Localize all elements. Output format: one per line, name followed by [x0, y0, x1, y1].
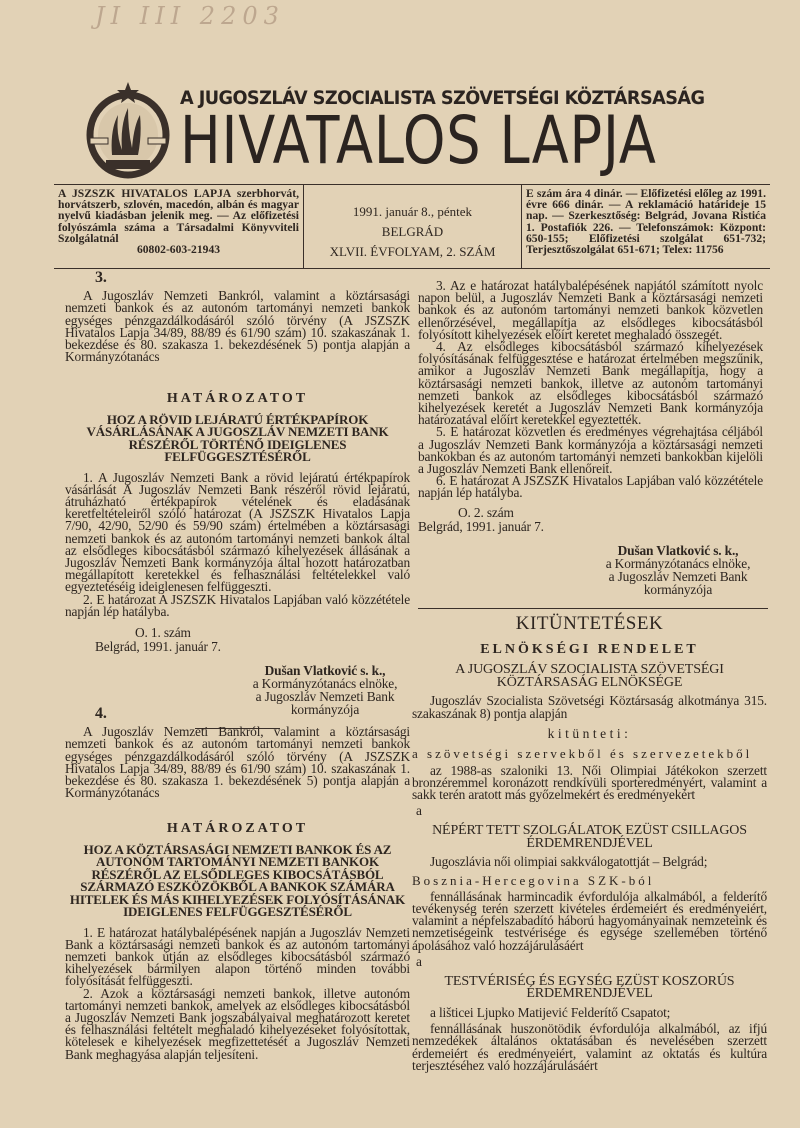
award-reason: fennállásának harmincadik évfordulója alkalmából, a felderítő tevékenység terén szerzett kivételes érdemeiért és eredményeiért, valamint a népfelszabadító háború hagyományainak nemzeteink és nemzetiségeink testvérisége és egysége szellemében történő ápolásához való hozzájárulásáért: [412, 888, 767, 953]
yugoslav-coat-of-arms-icon: [82, 80, 174, 180]
paragraph: 1. A Jugoszláv Nemzeti Bank a rövid lejáratú értékpapírok vásárlását A Jugoszláv Nemzeti Bank részéről rövid lejáratú, átruházható értékpapírok vételének és eladásának keretfeltételeiről szóló határozat (A JSZSZK Hivatalos Lapja 7/90, 42/90, 52/90 és 59/90 szám) értelmében a köztársasági nemzeti bankok és az autonóm tartományi nemzeti bankok által az elsődleges kibocsátásból származó kihelyezések állásának a Jugoszláv Nemzeti Bank kormányzója által hozott határozatban megállapított keretekkel és felhasználási feltételekkel való egyeztetéséig ideiglenesen felfüggeszti.: [65, 469, 410, 595]
verb: kitünteti:: [547, 725, 632, 741]
paragraph: 2. Azok a köztársasági nemzeti bankok, illetve autonóm tartományi nemzeti bankok, amelyek az elsődleges kibocsátásból a Jugoszláv Nemzeti Bank jogszabályaival meghatározott keretet és felhasználási feltételt meghaladó kihelyezéseket folyósítottak, kötelesek e kihelyezések megfizettetését a Jugoszláv Nemzeti Bank meghagyása alapján teljesíteni.: [65, 985, 410, 1062]
issue-city: BELGRÁD: [381, 224, 444, 239]
paragraph: 1. E határozat hatálybalépésének napján a Jugoszláv Nemzeti Bank a köztársasági nemzeti bankok és az autonóm tartományi nemzeti bankok útján az elsődleges kibocsátásból származó kihelyezések bármilyen alapon történő minden további folyósítását felfüggeszti.: [65, 924, 410, 989]
paragraph: 5. E határozat közvetlen és eredményes végrehajtása céljából a Jugoszláv Nemzeti Bank kormányzója a köztársasági nemzeti bankokban és az autonóm tartományi nemzeti bankokban kijelöli a Jugoszláv Nemzeti Bank ellenőreit.: [418, 424, 763, 477]
item-number: 4.: [95, 705, 107, 722]
right-column: [418, 280, 763, 609]
reference-number: O. 2. szám: [458, 504, 514, 520]
signer-role: a Jugoszláv Nemzeti Bank: [255, 689, 395, 705]
preamble: A Jugoszláv Nemzeti Bankról, valamint a köztársasági nemzeti bankok és az autonóm tartományi nemzeti bankok egységes pénzgazdálkodásáról szóló törvény (A JSZSZK Hivatalos Lapja 34/89, 88/89 és 61/90 szám) 10. szakaszának 1. bekezdése és 80. szakasza 1. bekezdésének 5) pontja alapján a Kormányzótanács: [65, 288, 410, 365]
account-number: 60802-603-21943: [136, 243, 221, 257]
issuer: A JUGOSZLÁV SZOCIALISTA SZÖVETSÉGI KÖZTÁRSASÁG ELNÖKSÉGE: [455, 662, 724, 690]
decision-heading: HATÁROZATOT: [166, 821, 309, 837]
signer-role: a Kormányzótanács elnöke,: [252, 676, 398, 692]
paragraph: 6. E határozat A JSZSZK Hivatalos Lapjában való közzététele napján lép hatályba.: [418, 473, 763, 501]
recipient: a lišticei Ljupko Matijević Felderítő Csapatot;: [430, 1004, 671, 1020]
award-reason: az 1988-as szaloniki 13. Női Olimpiai Játékokon szerzett bronzéremmel koronázott rendkívüli sporteredményért, valamint a sakk terén aratott más győzelmekért és eredményekért: [412, 762, 767, 802]
decree-heading: ELNÖKSÉGI RENDELET: [480, 642, 699, 658]
left-column-item4: [65, 705, 410, 1062]
divider: [418, 608, 768, 610]
signature-block: [588, 544, 768, 596]
reference-block: [95, 626, 410, 654]
signer-name: Dušan Vlatković s. k.,: [617, 542, 739, 558]
signer-role: a Kormányzótanács elnöke,: [605, 555, 751, 571]
left-column: [65, 269, 410, 729]
decision-heading: HATÁROZATOT: [166, 391, 309, 407]
reference-block: [418, 506, 763, 534]
header-right: E szám ára 4 dinár. — Előfizetési előleg az 1991. évre 666 dinár. — A reklamáció határideje 15 nap. — Szerkesztőség: Belgrád, Jovana Ristića 1. Postafiók 226. — Telefonszámok: Központ: 650-155; Előfizetési szolgálat 651-732; Terjesztőszolgálat 651-671; Telex: 11756: [526, 187, 766, 257]
award-reason: fennállásának huszonötödik évfordulója alkalmából, az ifjú nemzedékek általános oktatásában és nevelésében szerzett érdemeiért és eredményeiért, valamint az oktatás és kultúra terjesztéséhez való hozzájárulásáért: [412, 1021, 767, 1073]
signer-name: Dušan Vlatković s. k.,: [264, 663, 386, 679]
preamble: A Jugoszláv Nemzeti Bankról, valamint a köztársasági nemzeti bankok és az autonóm tartományi nemzeti bankok egységes pénzgazdálkodásáról szóló törvény (A JSZSZK Hivatalos Lapja 34/89, 88/89 és 61/90 szám) 10. szakaszának 1. bekezdése és 80. szakasza 1. bekezdésének 5) pontja alapján a Kormányzótanács: [65, 724, 410, 801]
issue-volume: XLVII. ÉVFOLYAM, 2. SZÁM: [329, 244, 496, 259]
masthead-title: HIVATALOS LAPJA: [180, 102, 657, 179]
order-name: NÉPÉRT TETT SZOLGÁLATOK EZÜST CSILLAGOS ÉRDEMRENDJÉVEL: [432, 823, 747, 851]
decision-title: HOZ A RÖVID LEJÁRATÚ ÉRTÉKPAPÍROK VÁSÁRLÁSÁNAK A JUGOSZLÁV NEMZETI BANK RÉSZÉRŐL TÖRTÉNŐ IDEIGLENES FELFÜGGESZTÉSÉRŐL: [86, 411, 389, 465]
section-heading: KITÜNTETÉSEK: [515, 613, 664, 634]
header-middle: [304, 185, 522, 268]
header-left: [54, 185, 304, 268]
paragraph: 3. Az e határozat hatálybalépésének napjától számított nyolc napon belül, a Jugoszláv Nemzeti Bank a köztársasági nemzeti bankok és az autonóm tartományi nemzeti bankok közvetlen ellenőrzésével, megállapítja az elsődleges kibocsátásból folyósított kihelyezések előírt keretet meghaladó összegét.: [418, 278, 763, 342]
decision-title: HOZ A KÖZTÁRSASÁGI NEMZETI BANKOK ÉS AZ AUTONÓM TARTOMÁNYI NEMZETI BANKOK RÉSZÉRŐL AZ ELSŐDLEGES KIBOCSÁTÁSBÓL SZÁRMAZÓ ESZKÖZÖKBŐL A BANKOK SZÁMÁRA HITELEK ÉS MÁS KIHELYEZÉSEK FOLYÓSÍTÁSÁNAK IDEIGLENES FELFÜGGESZTÉSÉRŐL: [69, 841, 406, 920]
legal-basis: Jugoszláv Szocialista Szövetségi Köztársaság alkotmánya 315. szakaszának 8) pontja alapján: [412, 693, 767, 721]
signer-role: kormányzója: [643, 581, 713, 597]
paragraph: 2. E határozat A JSZSZK Hivatalos Lapjában való közzététele napján lép hatályba.: [65, 591, 410, 619]
awards-section: [412, 613, 767, 1073]
signer-role: a Jugoszláv Nemzeti Bank: [608, 568, 748, 584]
header-info-box: [54, 184, 770, 269]
reference-number: O. 1. szám: [135, 625, 191, 641]
issue-date: 1991. január 8., péntek: [352, 204, 473, 219]
paragraph: 4. Az elsődleges kibocsátásból származó kihelyezések folyósításának felfüggesztése e határozat értelmében megszűnik, amikor a Jugoszláv Nemzeti Bank megállapítja, hogy a köztársasági nemzeti bankok, illetve az autonóm tartományi nemzeti bankok az elsődleges kibocsátásból származó kihelyezések keretét a Jugoszláv Nemzeti Bank kormányzója határozatával előírt keretekkel egyeztették.: [418, 339, 763, 428]
signer-role: kormányzója: [290, 702, 360, 718]
masthead-kicker: A JUGOSZLÁV SZOCIALISTA SZÖVETSÉGI KÖZTÁRSASÁG: [180, 87, 705, 109]
group-heading: Bosznia-Hercegovina SZK-ból: [412, 872, 655, 888]
place-date: Belgrád, 1991. január 7.: [95, 639, 221, 655]
article: a: [416, 953, 422, 969]
publication-note: A JSZSZK HIVATALOS LAPJA szerbhorvát, horvátszerb, szlovén, macedón, albán és magyar nyelvű kiadásban jelenik meg. — Az előfizetési folyószámla száma a Társadalmi Könyvviteli Szolgálatnál: [58, 187, 299, 245]
recipient: Jugoszlávia női olimpiai sakkválogatottját – Belgrád;: [430, 854, 708, 870]
order-name: TESTVÉRISÉG ÉS EGYSÉG EZÜST KOSZORÚS ÉRDEMRENDJÉVEL: [444, 973, 735, 1002]
item-number: 3.: [95, 269, 107, 286]
place-date: Belgrád, 1991. január 7.: [418, 518, 544, 534]
handwritten-archive-mark: JI III 2203: [95, 2, 285, 30]
group-heading: a szövetségi szervekből és szervezetekből: [412, 746, 753, 762]
article: a: [416, 803, 422, 819]
